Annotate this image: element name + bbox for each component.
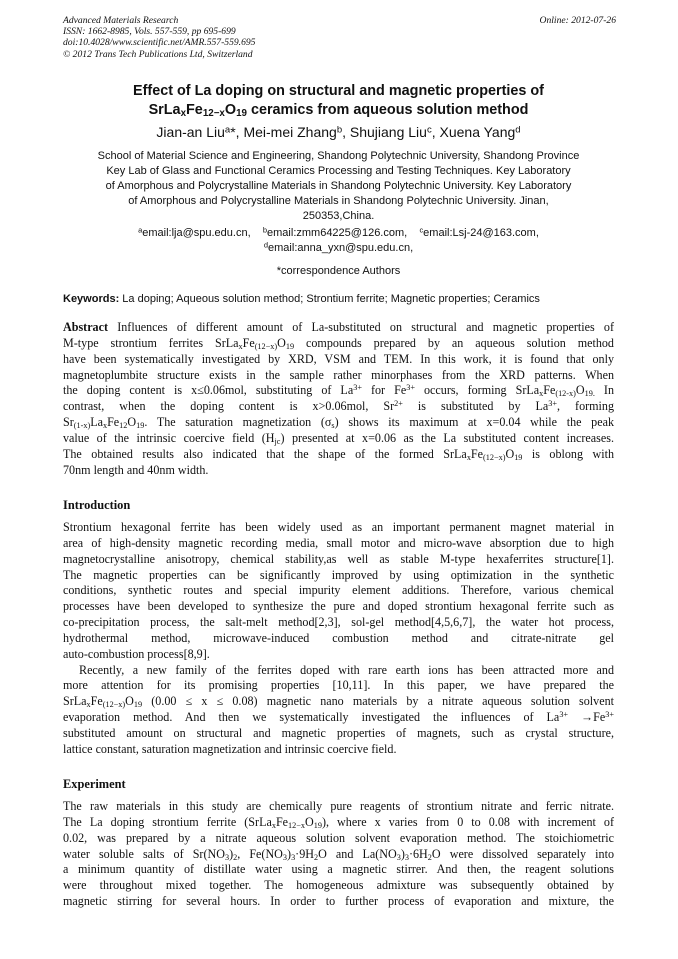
affiliation [60,149,617,224]
experiment-line: were throughout mixed together. The homogeneous admixture was subsequently obtained by [63,878,614,893]
abstract-line: Abstract Influences of different amount of La-substituted on structural and magnetic properties of [63,320,614,334]
author-list: Jian-an Liu$^a$*, Mei-mei Zhang$^b$, Shujiang Liu$^c$, Xuena Yang$^d$ [156,124,521,140]
intro-line: more attention for its promising properties [10,11]. In this paper, we have prepared the [63,678,614,693]
experiment-heading: Experiment [63,777,126,791]
intro-line: co-precipitation process, the salt-melt method[2,3], sol-gel method[4,5,6,7], the water hot process, [63,615,614,630]
copyright-line: © 2012 Trans Tech Publications Ltd, Switzerland [63,48,253,60]
intro-line: The magnetic properties can be significantly improved by using optimization in the synthetic [63,567,614,582]
abstract-line: value of the intrinsic coercive field $(H_{jc})$ presented at x=0.06 as the La substituted content increases. [63,430,614,446]
keywords-label: Keywords: [63,293,120,305]
affiliation-line: 250353,China. [302,210,375,222]
abstract-line: M-type strontium ferrites $SrLa_xFe_{(12-x)}O_{19}$ compounds prepared by an aqueous solution method [63,335,614,351]
affiliation-line: of Amorphous and Polycrystalline Materials in Shandong Polytechnic University. Key Laboratory [105,180,572,192]
title-line-1: Effect of La doping on structural and magnetic properties of [133,83,544,99]
experiment-body [63,799,614,910]
intro-line: evaporation method. And then we systematically investigated the influences of $La^{3+} \to Fe^{3+}$ [63,710,614,725]
email-line: $^a$email:lja@spu.edu.cn, $^b$email:zmm64225@126.com, $^c$email:Lsj-24@163.com, [138,225,539,239]
abstract-line: 70nm length and 40nm width. [63,462,209,477]
affiliation-line: School of Material Science and Engineering, Shandong Polytechnic University, Shandong Province [97,150,580,162]
introduction-heading: Introduction [63,498,131,512]
abstract-line: $Sr_{(1-x)}La_xFe_{12}O_{19}$. The saturation magnetization $(\sigma_s)$ shows its maximum at x=0.04 while the peak [63,415,614,430]
affiliation-line: Key Lab of Glass and Functional Ceramics Processing and Testing Techniques. Key Laboratory [106,165,571,177]
journal-header [63,15,255,60]
intro-line: processes have been developed to synthesize the pure and doped strontium hexagonal ferrite such as [63,599,614,614]
experiment-line: 0.02, was prepared by a nitrate aqueous solution solvent evaporation method. The stoichiometric [63,830,614,845]
email-d: email:anna_yxn@spu.edu.cn, [268,242,414,254]
experiment-line: The raw materials in this study are chemically pure reagents of strontium nitrate and ferric nitrate. [63,799,614,813]
keywords [63,292,623,307]
experiment-line: water soluble salts of $Sr(NO_3)_2$, $Fe(NO_3)_3\cdot 9H_2O$ and $La(NO_3)_3\cdot 6H_2O$ were dissolved separately into [63,846,614,862]
email-a: email:lja@spu.edu.cn, [142,227,263,239]
abstract-line: The obtained results also indicated that the shape of the formed $SrLa_xFe_{(12-x)}O_{19}$ is oblong with [63,446,615,462]
journal-name: Advanced Materials Research [63,15,179,26]
affiliation-line: of Amorphous and Polycrystalline Materials in Shandong Polytechnic University. Jinan, [128,195,549,207]
experiment-line: The La doping strontium ferrite $(SrLa_xFe_{12-x}O_{19})$, where x varies from 0 to 0.08 with increment of [63,814,614,830]
author-emails [63,226,614,256]
email-c: email:Lsj-24@163.com, [423,227,539,239]
doi-line: doi:10.4028/www.scientific.net/AMR.557-559.695 [63,37,256,49]
abstract-line: magnetoplumbite structure exists in the sample rather minorphases from the XRD patterns. When [63,367,614,382]
experiment-line: a minimum quantity of distillate water using a magnetic stirrer. And then, the reagent solutions [63,862,614,877]
intro-line: hydrothermal method, microwave-induced combustion method and citrate-nitrate gel [63,630,614,645]
abstract-line: have been systematically investigated by XRD, VSM and TEM. In this work, it is found that only [63,351,614,366]
introduction-body [63,520,614,758]
abstract-label: Abstract [63,320,109,334]
intro-line: conditions, synthetic routes and special impurity element additions. Therefore, various chemical [63,583,614,598]
email-line: $^d$email:anna_yxn@spu.edu.cn, [263,240,414,254]
experiment-line: magnetic stirring for several hours. In order to further process of evaporation and mixture, the [63,894,614,909]
intro-line: Strontium hexagonal ferrite has been widely used as an important permanent magnet material in [63,520,614,534]
correspondence-note: *correspondence Authors [276,265,401,277]
intro-line: Recently, a new family of the ferrites doped with rare earth ions has been attracted more and [79,662,614,677]
intro-line: substituted amount on structural and magnetic properties of magnets, such as crystal structure, [63,725,614,740]
intro-line: area of high-density magnetic recording media, small motor and micro-wave absorption due to high [63,535,614,550]
online-date: Online: 2012-07-26 [539,15,616,26]
title-line-2: $SrLa_xFe_{12-x}O_{19}$ ceramics from aqueous solution method [148,101,529,119]
paper-title [63,82,614,119]
issn-line: ISSN: 1662-8985, Vols. 557-559, pp 695-699 [63,26,236,38]
intro-line: auto-combustion process[8,9]. [63,646,210,661]
abstract-line: contrast, when the doping content is x>0.06mol, $Sr^{2+}$ is substituted by $La^{3+}$, forming [63,399,615,414]
intro-line: lattice constant, saturation magnetization and intrinsic coercive field. [63,741,397,756]
abstract [63,320,614,478]
abstract-line: the doping content is x≤0.06mol, substituting of $La^{3+}$ for $Fe^{3+}$ occurs, forming $SrLa_xFe_{(12-x)}O_{19.}$ In [63,383,614,399]
keywords-text: La doping; Aqueous solution method; Strontium ferrite; Magnetic properties; Ceramics [119,293,540,305]
intro-line: magnetocrystalline anisotropy, chemical stability,as well as stable M-type hexaferrites structure[1]. [63,551,614,566]
email-b: email:zmm64225@126.com, [267,227,420,239]
intro-line: $SrLa_xFe_{(12-x)}O_{19}$ (0.00 ≤ x ≤ 0.08) magnetic nano materials by a nitrate aqueous solution solvent [63,694,614,710]
